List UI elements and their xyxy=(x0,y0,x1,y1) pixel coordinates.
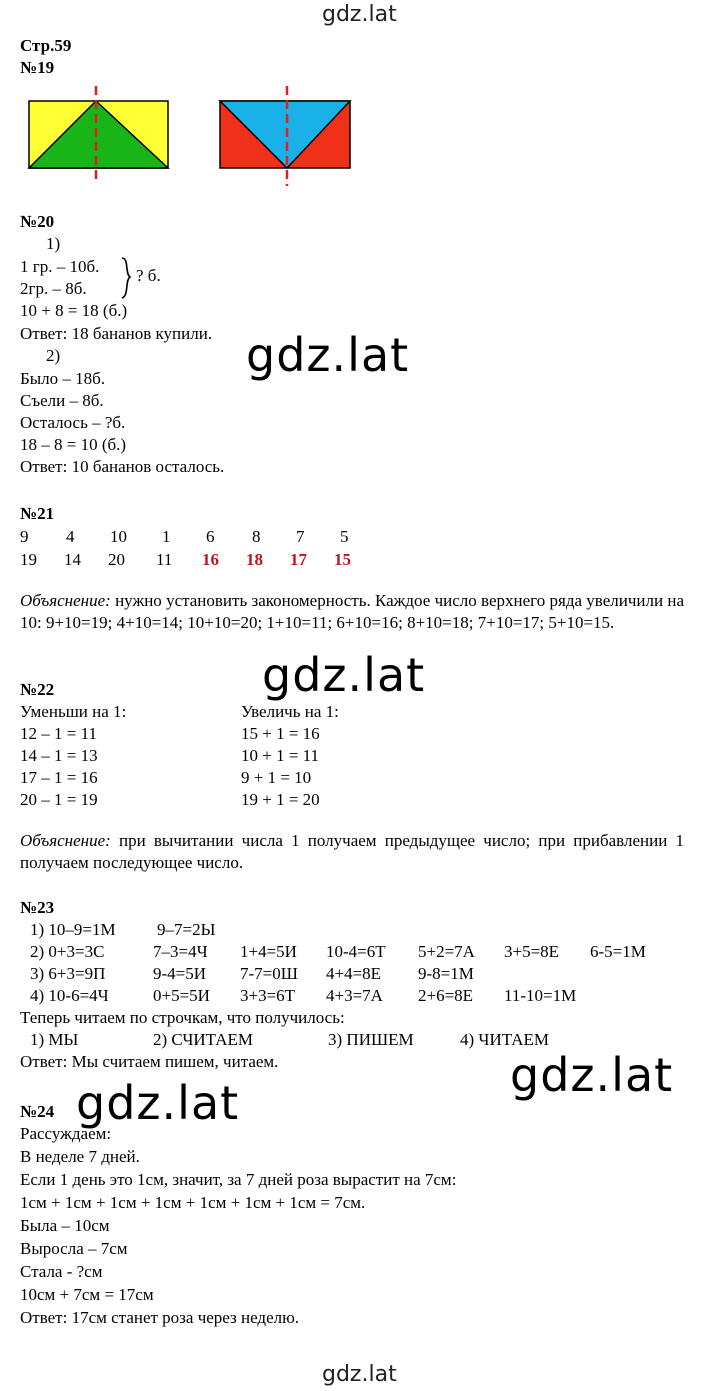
task22-right-2: 9 + 1 = 10 xyxy=(241,768,312,787)
task23-row4-5: 11-10=1М xyxy=(504,986,577,1005)
task21-top-7: 5 xyxy=(340,527,349,546)
task24-line-4: Была – 10см xyxy=(20,1216,110,1235)
task24-line-5: Выросла – 7см xyxy=(20,1239,128,1258)
task23-read-line: Теперь читаем по строчкам, что получилось: xyxy=(20,1008,345,1027)
task21-bottom-4: 16 xyxy=(202,550,219,569)
task23-row1-1: 9–7=2Ы xyxy=(157,920,216,939)
task22-left-3: 20 – 1 = 19 xyxy=(20,790,98,809)
task20-line2: 2гр. – 8б. xyxy=(20,279,87,298)
task24-line-2: Если 1 день это 1см, значит, за 7 дней роза вырастит на 7см: xyxy=(20,1170,457,1189)
task23-row2-4: 5+2=7А xyxy=(418,942,475,961)
watermark-3: gdz.lat xyxy=(510,1048,674,1102)
task22-explanation xyxy=(20,830,684,874)
task21-bottom-1: 14 xyxy=(64,550,81,569)
task19-figure xyxy=(20,84,360,188)
task20-answer2: Ответ: 10 бананов осталось. xyxy=(20,457,225,476)
task20-title: №20 xyxy=(20,212,55,231)
task22-left-0: 12 – 1 = 11 xyxy=(20,724,97,743)
watermark-2: gdz.lat xyxy=(262,648,426,702)
task20-l3: Осталось – ?б. xyxy=(20,413,126,432)
task23-answer: Ответ: Мы считаем пишем, читаем. xyxy=(20,1052,279,1071)
page-number: Стр.59 xyxy=(20,36,72,55)
task23-row2-1: 7–3=4Ч xyxy=(153,942,208,961)
task22-expl-text: при вычитании числа 1 получаем предыдущее число; при прибавлении 1 получаем последующее число. xyxy=(20,831,684,872)
task23-row4-4: 2+6=8Е xyxy=(418,986,474,1005)
task21-top-5: 8 xyxy=(252,527,261,546)
task23-row1-0: 1) 10–9=1М xyxy=(30,920,116,939)
task21-bottom-3: 11 xyxy=(156,550,173,569)
task22-left-1: 14 – 1 = 13 xyxy=(20,746,98,765)
task20-part2: 2) xyxy=(46,346,61,365)
task24-line-8: Ответ: 17см станет роза через неделю. xyxy=(20,1308,300,1327)
task23-row2-0: 2) 0+3=3С xyxy=(30,942,105,961)
task23-word-2: 3) ПИШЕМ xyxy=(328,1030,414,1049)
task22-right-0: 15 + 1 = 16 xyxy=(241,724,320,743)
task22-title: №22 xyxy=(20,680,55,699)
task21-bottom-5: 18 xyxy=(246,550,263,569)
task20-l2: Съели – 8б. xyxy=(20,391,104,410)
task24-line-7: 10см + 7см = 17см xyxy=(20,1285,154,1304)
task21-top-2: 10 xyxy=(110,527,127,546)
task21-expl-label: Объяснение: xyxy=(20,591,111,610)
watermark-1: gdz.lat xyxy=(246,328,410,382)
watermark-bottom: gdz.lat xyxy=(322,1362,397,1387)
task20-l1: Было – 18б. xyxy=(20,369,106,388)
task22-left-head: Уменьши на 1: xyxy=(20,702,127,721)
task22-right-1: 10 + 1 = 11 xyxy=(241,746,320,765)
left-rectangle xyxy=(29,86,168,184)
task22-expl-label: Объяснение: xyxy=(20,831,111,850)
task20-brace-question: ? б. xyxy=(136,266,161,285)
task23-row2-6: 6-5=1М xyxy=(590,942,646,961)
task23-word-1: 2) СЧИТАЕМ xyxy=(153,1030,253,1049)
task24-title: №24 xyxy=(20,1102,55,1121)
task23-row4-3: 4+3=7А xyxy=(326,986,383,1005)
task21-top-0: 9 xyxy=(20,527,29,546)
task23-word-3: 4) ЧИТАЕМ xyxy=(460,1030,550,1049)
task24-line-3: 1см + 1см + 1см + 1см + 1см + 1см + 1см = 7см. xyxy=(20,1193,366,1212)
task23-title: №23 xyxy=(20,898,55,917)
task21-top-3: 1 xyxy=(162,527,171,546)
brace-icon xyxy=(118,256,136,300)
task23-row2-5: 3+5=8Е xyxy=(504,942,560,961)
task20-part1: 1) xyxy=(46,234,61,253)
right-rectangle xyxy=(220,86,350,186)
task21-bottom-2: 20 xyxy=(108,550,125,569)
task19-title: №19 xyxy=(20,58,55,77)
task23-row3-4: 9-8=1М xyxy=(418,964,474,983)
watermark-top: gdz.lat xyxy=(322,2,397,27)
task22-right-head: Увеличь на 1: xyxy=(241,702,339,721)
task22-left-2: 17 – 1 = 16 xyxy=(20,768,98,787)
task23-row2-2: 1+4=5И xyxy=(240,942,297,961)
task20-line1: 1 гр. – 10б. xyxy=(20,257,100,276)
task24-line-6: Стала - ?см xyxy=(20,1262,103,1281)
task21-bottom-0: 19 xyxy=(20,550,37,569)
task21-title: №21 xyxy=(20,504,55,523)
task23-row4-2: 3+3=6Т xyxy=(240,986,296,1005)
task21-explanation xyxy=(20,590,684,634)
task23-word-0: 1) МЫ xyxy=(30,1030,79,1049)
task20-eq2: 18 – 8 = 10 (б.) xyxy=(20,435,127,454)
task24-line-0: Рассуждаем: xyxy=(20,1124,112,1143)
task24-line-1: В неделе 7 дней. xyxy=(20,1147,140,1166)
task23-row3-2: 7-7=0Ш xyxy=(240,964,298,983)
task21-top-1: 4 xyxy=(66,527,75,546)
task20-answer1: Ответ: 18 бананов купили. xyxy=(20,324,213,343)
task23-row2-3: 10-4=6Т xyxy=(326,942,386,961)
task21-bottom-6: 17 xyxy=(290,550,307,569)
task21-top-6: 7 xyxy=(296,527,305,546)
task22-right-3: 19 + 1 = 20 xyxy=(241,790,320,809)
task23-row4-1: 0+5=5И xyxy=(153,986,210,1005)
task21-top-4: 6 xyxy=(206,527,215,546)
watermark-4: gdz.lat xyxy=(76,1076,240,1130)
task20-eq1: 10 + 8 = 18 (б.) xyxy=(20,301,128,320)
task23-row4-0: 4) 10-6=4Ч xyxy=(30,986,109,1005)
task21-bottom-7: 15 xyxy=(334,550,351,569)
task23-row3-0: 3) 6+3=9П xyxy=(30,964,106,983)
task23-row3-3: 4+4=8Е xyxy=(326,964,382,983)
task23-row3-1: 9-4=5И xyxy=(153,964,207,983)
task21-expl-text: нужно установить закономерность. Каждое число верхнего ряда увеличили на 10: 9+10=19; 4+10=14; 10+10=20; 1+10=11; 6+10=16; 8+10=18; 7+10=17; 5+10=15. xyxy=(20,591,684,632)
